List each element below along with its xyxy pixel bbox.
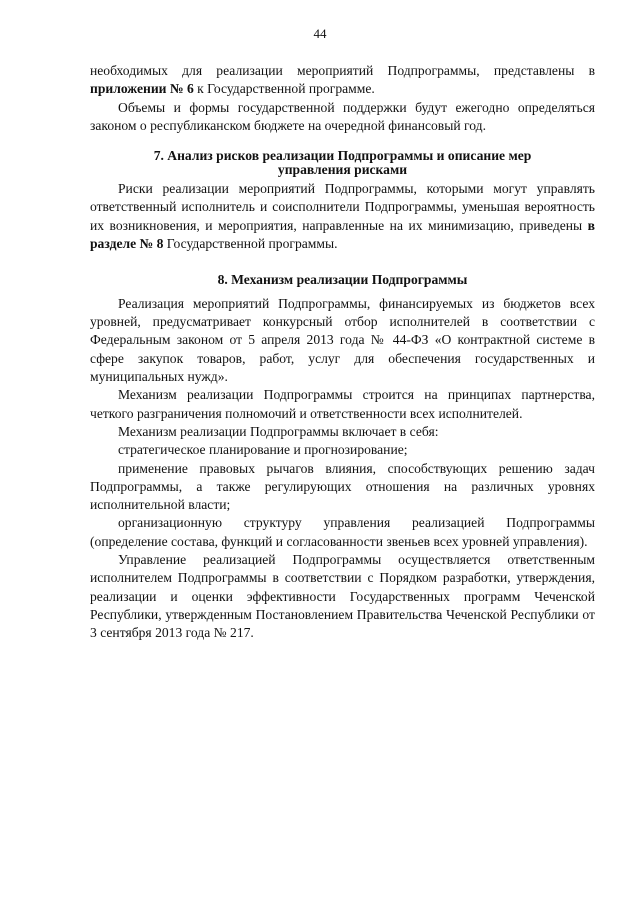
intro-p1-text: необходимых для реализации мероприятий Подпрограммы, представлены в xyxy=(90,63,595,78)
section-7-heading xyxy=(90,149,595,176)
section-8-heading: 8. Механизм реализации Подпрограммы xyxy=(217,272,468,288)
section-8-paragraph-2: Механизм реализации Подпрограммы строится на принципах партнерства, четкого разграничения полномочий и ответственности всех исполнителей. xyxy=(90,387,595,421)
intro-p1-tail: к Государственной программе. xyxy=(193,81,375,97)
page-number: 44 xyxy=(313,26,327,41)
section-8-list-item-2: применение правовых рычагов влияния, способствующих решению задач Подпрограммы, а также регулирующих отношения на различных уровнях исполнительной власти; xyxy=(90,460,595,513)
section-8-paragraph-1: Реализация мероприятий Подпрограммы, финансируемых из бюджетов всех уровней, предусматривает конкурсный отбор исполнителей в соответствии с Федеральным законом от 5 апреля 2013 года № 44-ФЗ «О контрактной системе в сфере закупок товаров, работ, услуг для обеспечения государственных и муниципальных нужд». xyxy=(90,295,595,385)
intro-paragraph-1 xyxy=(90,62,595,99)
section-8-paragraph-7: Управление реализацией Подпрограммы осуществляется ответственным исполнителем Подпрограммы в соответствии с Порядком разработки, утверждения, реализации и оценки эффективности Государственных программ Чеченской Республики, утвержденным Постановлением Правительства Чеченской Республики от 3 сентября 2013 года № 217. xyxy=(90,552,595,641)
section-7-heading-line-2: управления рисками xyxy=(277,161,408,177)
appendix-reference: приложении № 6 xyxy=(90,81,194,97)
section-reference: в разделе № 8 xyxy=(90,217,595,252)
section-7-heading-line-1: 7. Анализ рисков реализации Подпрограммы и описание мер xyxy=(153,148,532,164)
section-7-text: Риски реализации мероприятий Подпрограммы, которыми могут управлять ответственный исполнитель и соисполнители Подпрограммы, уменьшая вероятность их возникновения, и мероприятия, направленные на их минимизацию, приведены xyxy=(90,181,595,233)
section-7-paragraph xyxy=(90,180,595,253)
document-body xyxy=(90,62,595,643)
section-8-list-item-1: стратегическое планирование и прогнозирование; xyxy=(118,442,408,458)
section-8-list-item-3: организационную структуру управления реализацией Подпрограммы (определение состава, функций и согласованности звеньев всех уровней управления). xyxy=(90,515,595,549)
section-8-paragraph-3: Механизм реализации Подпрограммы включает в себя: xyxy=(118,423,439,439)
intro-paragraph-2: Объемы и формы государственной поддержки будут ежегодно определяться законом о республиканском бюджете на очередной финансовый год. xyxy=(90,99,595,133)
section-7-tail: Государственной программы. xyxy=(163,236,338,252)
